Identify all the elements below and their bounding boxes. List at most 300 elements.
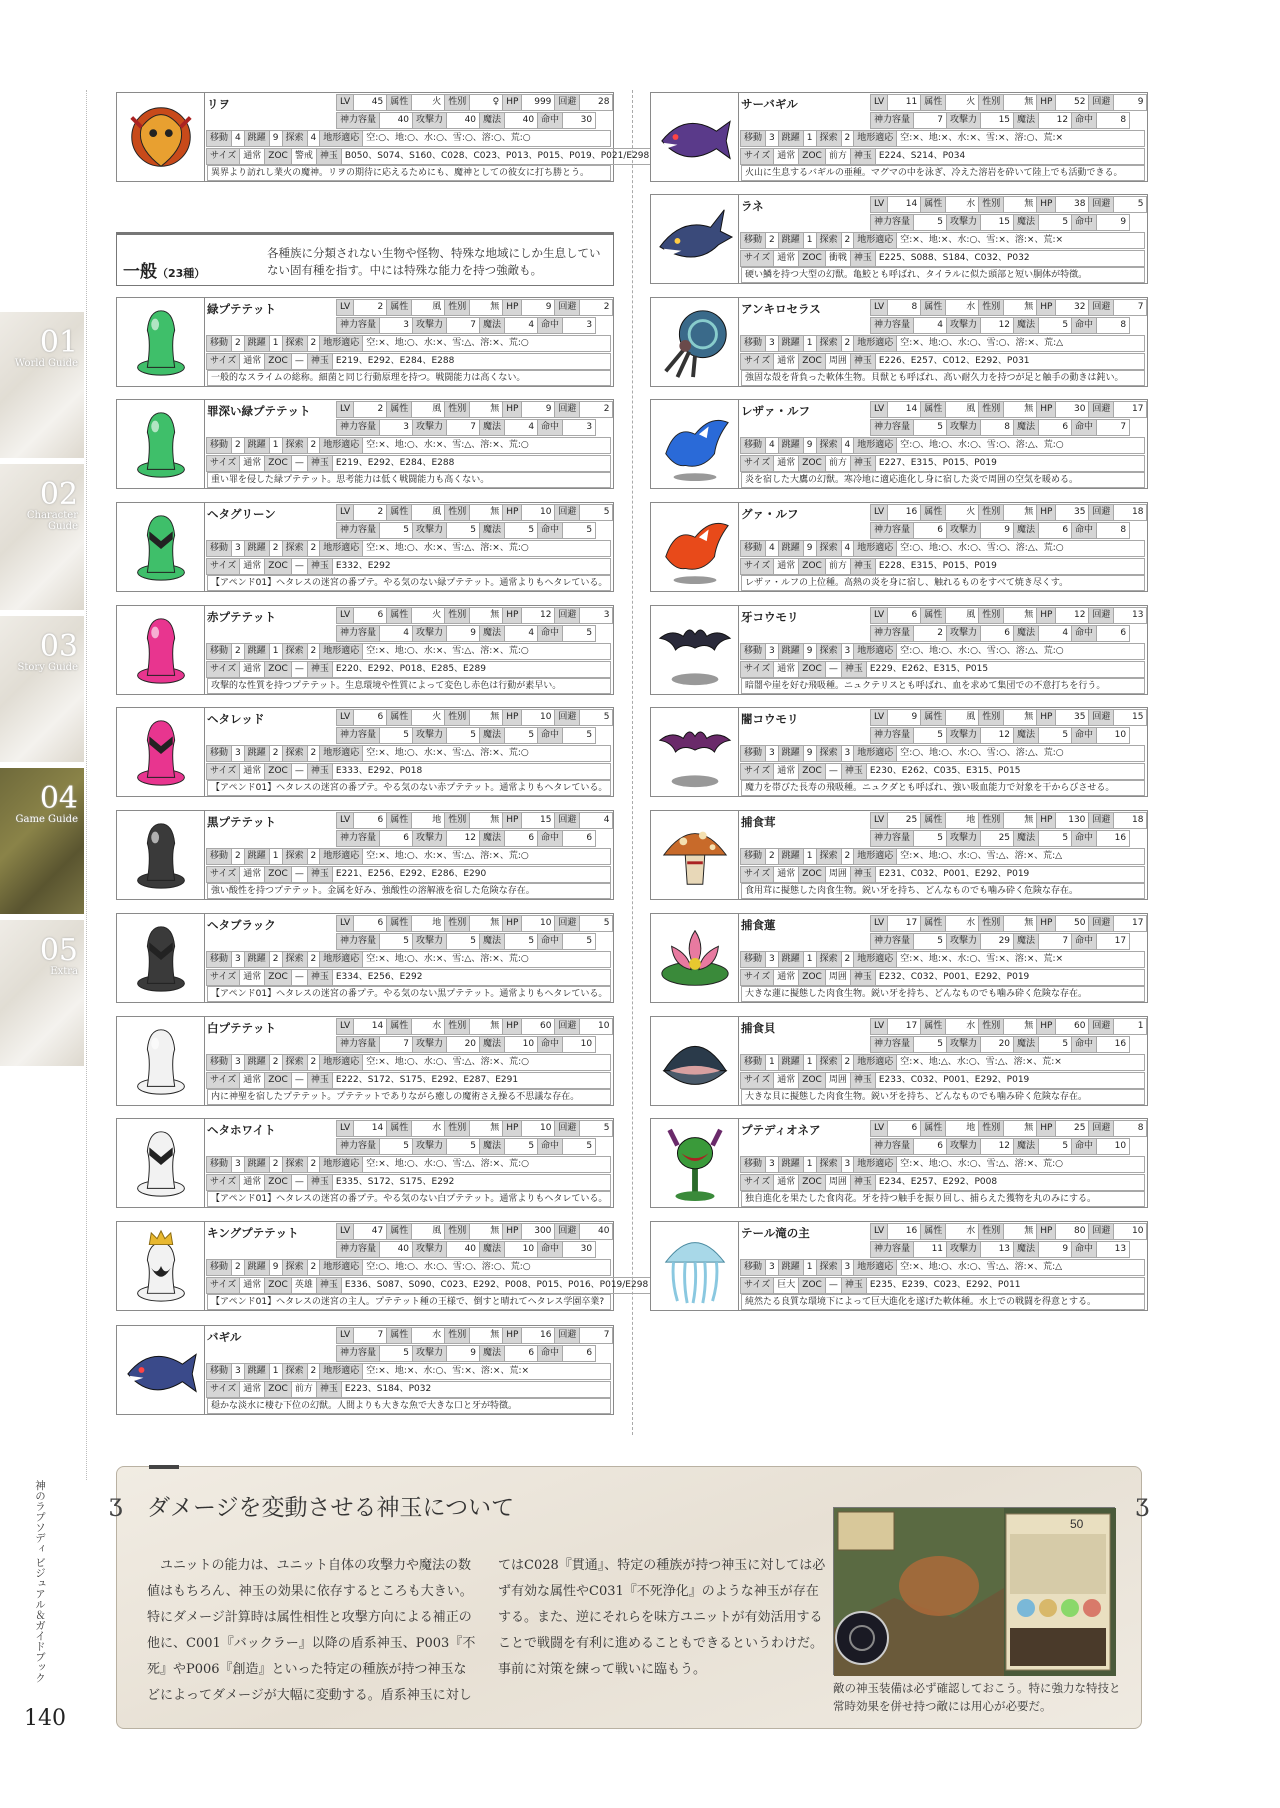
value-size: 通常 bbox=[239, 1277, 265, 1294]
monster-portrait bbox=[651, 298, 739, 386]
label-size: サイズ bbox=[206, 1072, 240, 1089]
plant-icon bbox=[656, 1124, 734, 1202]
value-move: 1 bbox=[765, 1054, 779, 1071]
monster-portrait bbox=[651, 708, 739, 796]
label-gender: 性別 bbox=[978, 1223, 1004, 1240]
monster-entry bbox=[650, 92, 1148, 182]
value-terrain: 空:×、地:○、水:○、雪:△、溶:×、荒:△ bbox=[896, 848, 1145, 865]
label-jump: 跳躍 bbox=[778, 540, 804, 557]
value-atk: 5 bbox=[446, 522, 480, 539]
value-mag: 6 bbox=[1038, 522, 1072, 539]
monster-portrait bbox=[651, 400, 739, 488]
mushroom-icon bbox=[656, 816, 734, 894]
stats-row-3 bbox=[207, 540, 611, 557]
label-gender: 性別 bbox=[978, 709, 1004, 726]
stats-row-2 bbox=[871, 419, 1145, 436]
stats-row-1 bbox=[337, 607, 611, 624]
label-hit: 命中 bbox=[1071, 625, 1097, 642]
value-zoc: — bbox=[291, 969, 308, 986]
label-atk: 攻撃力 bbox=[412, 112, 447, 129]
value-terrain: 空:○、地:○、水:○、雪:○、溶:△、荒:○ bbox=[896, 437, 1145, 454]
value-zoc: — bbox=[291, 763, 308, 780]
monster-description: 食用茸に擬態した肉食生物。鋭い牙を持ち、どんなものでも噛み砕く危険な存在。 bbox=[741, 883, 1145, 899]
label-hit: 命中 bbox=[537, 1241, 563, 1258]
label-lv: LV bbox=[336, 709, 354, 726]
stats-row-3 bbox=[741, 643, 1145, 660]
value-hit: 6 bbox=[562, 1345, 596, 1362]
value-gems: E222、S172、S175、E292、E287、E291 bbox=[332, 1072, 611, 1089]
label-hp: HP bbox=[1036, 812, 1056, 829]
label-search: 探索 bbox=[282, 1259, 308, 1276]
value-gems: E227、E315、P015、P019 bbox=[875, 455, 1145, 472]
stats-row-2 bbox=[337, 112, 611, 129]
stats-row-2 bbox=[337, 727, 611, 744]
label-mag: 魔法 bbox=[479, 1138, 505, 1155]
value-atk: 29 bbox=[980, 933, 1014, 950]
king-slime-icon bbox=[122, 1227, 200, 1305]
label-hit: 命中 bbox=[537, 625, 563, 642]
label-gender: 性別 bbox=[978, 1018, 1004, 1035]
label-atk: 攻撃力 bbox=[946, 1138, 981, 1155]
value-gems: E336、S087、S090、C023、E292、P008、P015、P016、P019/E298 bbox=[341, 1277, 652, 1294]
value-terrain: 空:×、地:○、水:×、雪:△、溶:×、荒:○ bbox=[362, 643, 611, 660]
label-hit: 命中 bbox=[537, 419, 563, 436]
chapter-tab-02[interactable] bbox=[0, 464, 84, 610]
label-gender: 性別 bbox=[444, 94, 470, 111]
value-move: 3 bbox=[231, 745, 245, 762]
stats-row-4 bbox=[207, 1381, 611, 1398]
stats-row-2 bbox=[337, 1138, 611, 1155]
value-attr: 風 bbox=[411, 299, 445, 316]
value-atk: 7 bbox=[446, 419, 480, 436]
value-search: 2 bbox=[841, 130, 855, 147]
value-search: 3 bbox=[841, 745, 855, 762]
label-atk: 攻撃力 bbox=[946, 1036, 981, 1053]
label-attr: 属性 bbox=[386, 504, 412, 521]
value-lv: 2 bbox=[353, 504, 387, 521]
label-zoc: ZOC bbox=[264, 661, 292, 678]
value-attr: 火 bbox=[411, 607, 445, 624]
tab-number: 04 bbox=[39, 781, 78, 816]
label-mag: 魔法 bbox=[479, 1241, 505, 1258]
stats-row-2 bbox=[337, 830, 611, 847]
value-lv: 47 bbox=[353, 1223, 387, 1240]
value-atk: 15 bbox=[980, 214, 1014, 231]
monster-description: 炎を宿した大鷹の幻獣。寒冷地に適応進化し身に宿した炎で周囲の空気を暖める。 bbox=[741, 472, 1145, 488]
bird-icon bbox=[656, 405, 734, 483]
value-attr: 火 bbox=[411, 94, 445, 111]
fish-icon bbox=[122, 1331, 200, 1409]
label-terrain: 地形適応 bbox=[853, 130, 897, 147]
chapter-tab-05[interactable] bbox=[0, 920, 84, 1066]
label-hit: 命中 bbox=[1071, 830, 1097, 847]
value-hp: 25 bbox=[1055, 1120, 1089, 1137]
label-zoc: ZOC bbox=[798, 1072, 826, 1089]
label-hit: 命中 bbox=[537, 1138, 563, 1155]
label-jump: 跳躍 bbox=[778, 643, 804, 660]
label-gems: 神玉 bbox=[307, 353, 333, 370]
label-jump: 跳躍 bbox=[244, 130, 270, 147]
value-size: 通常 bbox=[773, 866, 799, 883]
value-lv: 7 bbox=[353, 1327, 387, 1344]
label-cap: 神力容量 bbox=[336, 112, 380, 129]
shark-icon bbox=[656, 200, 734, 278]
label-jump: 跳躍 bbox=[244, 1259, 270, 1276]
label-size: サイズ bbox=[740, 866, 774, 883]
value-mag: 10 bbox=[504, 1036, 538, 1053]
label-gems: 神玉 bbox=[841, 661, 867, 678]
monster-description: 【アペンド01】ヘタレスの迷宮の主人。プテテット種の王様で、倒すと晴れてヘタレス学園卒業? bbox=[207, 1294, 611, 1310]
label-cap: 神力容量 bbox=[870, 625, 914, 642]
label-size: サイズ bbox=[206, 763, 240, 780]
value-cap: 5 bbox=[913, 727, 947, 744]
value-cap: 40 bbox=[379, 112, 413, 129]
label-gender: 性別 bbox=[978, 401, 1004, 418]
label-atk: 攻撃力 bbox=[412, 1138, 447, 1155]
value-mag: 5 bbox=[1038, 1138, 1072, 1155]
value-move: 2 bbox=[231, 335, 245, 352]
value-hit: 30 bbox=[562, 1241, 596, 1258]
monster-portrait bbox=[117, 400, 205, 488]
stats-row-3 bbox=[207, 1363, 611, 1380]
stats-row-1 bbox=[337, 915, 611, 932]
value-jump: 1 bbox=[269, 848, 283, 865]
label-evade: 回避 bbox=[1088, 915, 1114, 932]
stats-row-4 bbox=[741, 148, 1145, 165]
value-gender: 無 bbox=[1003, 607, 1037, 624]
label-gender: 性別 bbox=[978, 915, 1004, 932]
value-attr: 風 bbox=[945, 607, 979, 624]
value-jump: 9 bbox=[269, 130, 283, 147]
ornament-left-icon: ʒ bbox=[109, 1489, 123, 1517]
value-evade: 2 bbox=[579, 401, 613, 418]
label-jump: 跳躍 bbox=[778, 1156, 804, 1173]
screenshot-caption: 敵の神玉装備は必ず確認しておこう。特に強力な特技と常時効果を併せ持つ敵には用心が必要だ。 bbox=[833, 1681, 1121, 1713]
label-gender: 性別 bbox=[978, 607, 1004, 624]
monster-portrait bbox=[651, 811, 739, 899]
value-search: 2 bbox=[841, 951, 855, 968]
value-mag: 5 bbox=[504, 1138, 538, 1155]
value-terrain: 空:×、地:○、水:×、雪:△、溶:×、荒:○ bbox=[362, 437, 611, 454]
label-zoc: ZOC bbox=[264, 1381, 292, 1398]
value-zoc: — bbox=[825, 763, 842, 780]
value-lv: 16 bbox=[887, 1223, 921, 1240]
label-atk: 攻撃力 bbox=[412, 1241, 447, 1258]
value-hp: 10 bbox=[521, 709, 555, 726]
value-hp: 9 bbox=[521, 299, 555, 316]
label-move: 移動 bbox=[740, 130, 766, 147]
label-atk: 攻撃力 bbox=[946, 1241, 981, 1258]
label-evade: 回避 bbox=[1088, 299, 1114, 316]
label-hit: 命中 bbox=[537, 1036, 563, 1053]
value-mag: 40 bbox=[504, 112, 538, 129]
value-zoc: — bbox=[291, 455, 308, 472]
value-jump: 1 bbox=[269, 335, 283, 352]
label-hit: 命中 bbox=[1071, 1138, 1097, 1155]
value-evade: 5 bbox=[579, 504, 613, 521]
value-jump: 2 bbox=[269, 951, 283, 968]
value-zoc: 前方 bbox=[825, 558, 851, 575]
monster-entry bbox=[116, 605, 614, 695]
stats-row-2 bbox=[337, 1241, 611, 1258]
label-size: サイズ bbox=[206, 1174, 240, 1191]
label-gems: 神玉 bbox=[850, 558, 876, 575]
label-jump: 跳躍 bbox=[778, 335, 804, 352]
value-cap: 5 bbox=[913, 419, 947, 436]
label-lv: LV bbox=[870, 812, 888, 829]
label-evade: 回避 bbox=[1088, 94, 1114, 111]
stats-row-1 bbox=[871, 299, 1145, 316]
value-cap: 5 bbox=[379, 933, 413, 950]
monster-description: 【アペンド01】ヘタレスの迷宮の番プテ。やる気のない赤プテテット。通常よりもヘタレている。 bbox=[207, 780, 611, 796]
label-size: サイズ bbox=[740, 763, 774, 780]
slime-icon bbox=[122, 816, 200, 894]
label-move: 移動 bbox=[206, 130, 232, 147]
fish-icon bbox=[656, 98, 734, 176]
label-gender: 性別 bbox=[978, 196, 1004, 213]
value-evade: 8 bbox=[1113, 1120, 1147, 1137]
label-move: 移動 bbox=[206, 1156, 232, 1173]
label-zoc: ZOC bbox=[264, 866, 292, 883]
monster-name: グァ・ルフ bbox=[741, 507, 799, 521]
stats-row-1 bbox=[871, 607, 1145, 624]
value-attr: 水 bbox=[945, 299, 979, 316]
value-cap: 5 bbox=[913, 933, 947, 950]
value-attr: 水 bbox=[945, 1223, 979, 1240]
label-cap: 神力容量 bbox=[870, 317, 914, 334]
value-gems: B050、S074、S160、C028、C023、P013、P015、P019、P021/E298 bbox=[341, 148, 653, 165]
monster-entry bbox=[650, 194, 1148, 284]
value-gems: E333、E292、P018 bbox=[332, 763, 611, 780]
label-mag: 魔法 bbox=[1013, 933, 1039, 950]
value-move: 2 bbox=[765, 232, 779, 249]
value-mag: 9 bbox=[1038, 1241, 1072, 1258]
value-hp: 15 bbox=[521, 812, 555, 829]
value-jump: 2 bbox=[269, 540, 283, 557]
stats-row-4 bbox=[741, 661, 1145, 678]
label-move: 移動 bbox=[740, 335, 766, 352]
label-gender: 性別 bbox=[444, 299, 470, 316]
label-lv: LV bbox=[336, 504, 354, 521]
label-gems: 神玉 bbox=[307, 1174, 333, 1191]
label-lv: LV bbox=[870, 196, 888, 213]
stats-row-4 bbox=[207, 1277, 649, 1294]
value-hp: 16 bbox=[521, 1327, 555, 1344]
label-terrain: 地形適応 bbox=[319, 1363, 363, 1380]
chapter-tab-03[interactable] bbox=[0, 616, 84, 762]
value-hp: 35 bbox=[1055, 504, 1089, 521]
value-search: 2 bbox=[307, 540, 321, 557]
label-mag: 魔法 bbox=[1013, 214, 1039, 231]
monster-entry bbox=[116, 1325, 614, 1415]
label-terrain: 地形適応 bbox=[319, 1156, 363, 1173]
value-hit: 8 bbox=[1096, 112, 1130, 129]
value-cap: 5 bbox=[913, 214, 947, 231]
label-jump: 跳躍 bbox=[778, 848, 804, 865]
value-hit: 16 bbox=[1096, 830, 1130, 847]
value-gender: 無 bbox=[1003, 1223, 1037, 1240]
value-hp: 10 bbox=[521, 1120, 555, 1137]
monster-entry bbox=[116, 1118, 614, 1208]
value-lv: 6 bbox=[353, 709, 387, 726]
label-evade: 回避 bbox=[1088, 709, 1114, 726]
label-cap: 神力容量 bbox=[336, 522, 380, 539]
label-jump: 跳躍 bbox=[778, 1259, 804, 1276]
value-move: 3 bbox=[765, 745, 779, 762]
label-hp: HP bbox=[1036, 299, 1056, 316]
value-mag: 5 bbox=[1038, 1036, 1072, 1053]
label-evade: 回避 bbox=[1088, 1018, 1114, 1035]
value-atk: 5 bbox=[446, 1138, 480, 1155]
value-size: 通常 bbox=[773, 1072, 799, 1089]
value-move: 2 bbox=[231, 1259, 245, 1276]
monster-description: 純然たる良質な環境下によって巨大進化を遂げた軟体種。水上での戦闘を得意とする。 bbox=[741, 1294, 1145, 1310]
value-lv: 14 bbox=[887, 196, 921, 213]
clam-icon bbox=[656, 1022, 734, 1100]
label-gender: 性別 bbox=[978, 94, 1004, 111]
label-zoc: ZOC bbox=[798, 1277, 826, 1294]
label-cap: 神力容量 bbox=[336, 830, 380, 847]
value-cap: 4 bbox=[913, 317, 947, 334]
label-terrain: 地形適応 bbox=[319, 643, 363, 660]
value-attr: 風 bbox=[411, 504, 445, 521]
monster-entry bbox=[116, 297, 614, 387]
value-evade: 9 bbox=[1113, 94, 1147, 111]
label-hp: HP bbox=[502, 1018, 522, 1035]
value-terrain: 空:×、地:×、水:○、雪:×、溶:×、荒:× bbox=[896, 232, 1145, 249]
lotus-icon bbox=[656, 919, 734, 997]
value-evade: 7 bbox=[1113, 299, 1147, 316]
label-size: サイズ bbox=[206, 969, 240, 986]
stats-row-4 bbox=[207, 353, 611, 370]
value-move: 3 bbox=[231, 540, 245, 557]
label-gender: 性別 bbox=[444, 401, 470, 418]
value-hp: 50 bbox=[1055, 915, 1089, 932]
value-evade: 40 bbox=[579, 1223, 613, 1240]
label-search: 探索 bbox=[816, 1054, 842, 1071]
value-size: 通常 bbox=[773, 353, 799, 370]
label-terrain: 地形適応 bbox=[853, 1156, 897, 1173]
value-attr: 地 bbox=[411, 812, 445, 829]
label-gems: 神玉 bbox=[850, 250, 876, 267]
label-hit: 命中 bbox=[537, 1345, 563, 1362]
value-gender: 無 bbox=[469, 504, 503, 521]
monster-portrait bbox=[117, 708, 205, 796]
label-search: 探索 bbox=[282, 437, 308, 454]
value-mag: 4 bbox=[504, 625, 538, 642]
label-attr: 属性 bbox=[920, 196, 946, 213]
value-size: 通常 bbox=[773, 250, 799, 267]
page-number: 140 bbox=[24, 1706, 66, 1731]
tab-label: Story Guide bbox=[17, 662, 78, 673]
value-hit: 5 bbox=[562, 727, 596, 744]
monster-entry bbox=[650, 502, 1148, 592]
monster-name: ラネ bbox=[741, 199, 764, 213]
label-evade: 回避 bbox=[554, 607, 580, 624]
stats-row-1 bbox=[337, 504, 611, 521]
chapter-tab-04[interactable] bbox=[0, 768, 84, 914]
value-zoc: 前方 bbox=[825, 455, 851, 472]
value-mag: 10 bbox=[504, 1241, 538, 1258]
value-attr: 水 bbox=[945, 196, 979, 213]
label-lv: LV bbox=[336, 915, 354, 932]
value-move: 2 bbox=[231, 848, 245, 865]
label-evade: 回避 bbox=[1088, 1120, 1114, 1137]
label-move: 移動 bbox=[206, 951, 232, 968]
value-size: 通常 bbox=[239, 661, 265, 678]
value-lv: 8 bbox=[887, 299, 921, 316]
value-evade: 17 bbox=[1113, 401, 1147, 418]
value-cap: 5 bbox=[913, 1036, 947, 1053]
label-size: サイズ bbox=[206, 148, 240, 165]
value-gems: E234、E257、E292、P008 bbox=[875, 1174, 1145, 1191]
label-move: 移動 bbox=[740, 540, 766, 557]
monster-portrait bbox=[117, 503, 205, 591]
label-search: 探索 bbox=[816, 1156, 842, 1173]
stats-row-3 bbox=[207, 437, 611, 454]
label-lv: LV bbox=[336, 94, 354, 111]
value-gender: 無 bbox=[1003, 504, 1037, 521]
value-gems: E334、E256、E292 bbox=[332, 969, 611, 986]
label-zoc: ZOC bbox=[798, 866, 826, 883]
label-gender: 性別 bbox=[978, 299, 1004, 316]
label-attr: 属性 bbox=[386, 401, 412, 418]
stats-row-1 bbox=[871, 812, 1145, 829]
label-jump: 跳躍 bbox=[244, 1054, 270, 1071]
value-size: 巨大 bbox=[773, 1277, 799, 1294]
value-cap: 4 bbox=[379, 625, 413, 642]
value-gender: 無 bbox=[469, 401, 503, 418]
label-gems: 神玉 bbox=[307, 558, 333, 575]
label-jump: 跳躍 bbox=[778, 437, 804, 454]
chapter-tab-01[interactable] bbox=[0, 312, 84, 458]
label-search: 探索 bbox=[816, 130, 842, 147]
stats-row-1 bbox=[337, 1327, 611, 1344]
label-mag: 魔法 bbox=[479, 317, 505, 334]
label-search: 探索 bbox=[816, 951, 842, 968]
label-mag: 魔法 bbox=[479, 1345, 505, 1362]
monster-description: 一般的なスライムの総称。細菌と同じ行動原理を持つ。戦闘能力は高くない。 bbox=[207, 370, 611, 386]
stats-row-4 bbox=[741, 1174, 1145, 1191]
value-lv: 14 bbox=[887, 401, 921, 418]
value-hit: 5 bbox=[562, 625, 596, 642]
label-search: 探索 bbox=[282, 1156, 308, 1173]
label-terrain: 地形適応 bbox=[853, 951, 897, 968]
label-size: サイズ bbox=[740, 558, 774, 575]
monster-description: 穏かな淡水に棲む下位の幻獣。人間よりも大きな魚で大きな口と牙が特徴。 bbox=[207, 1398, 611, 1414]
label-attr: 属性 bbox=[920, 401, 946, 418]
label-cap: 神力容量 bbox=[870, 1241, 914, 1258]
label-move: 移動 bbox=[740, 232, 766, 249]
value-size: 通常 bbox=[239, 353, 265, 370]
value-lv: 45 bbox=[353, 94, 387, 111]
monster-description: 暗闇や崖を好む飛吸種。ニュクテリスとも呼ばれ、血を求めて集団での不意打ちを行う。 bbox=[741, 678, 1145, 694]
label-zoc: ZOC bbox=[798, 763, 826, 780]
stats-row-4 bbox=[741, 558, 1145, 575]
monster-entry bbox=[116, 810, 614, 900]
label-jump: 跳躍 bbox=[244, 540, 270, 557]
label-gems: 神玉 bbox=[307, 763, 333, 780]
label-hp: HP bbox=[502, 504, 522, 521]
label-size: サイズ bbox=[740, 455, 774, 472]
label-hp: HP bbox=[1036, 1120, 1056, 1137]
label-atk: 攻撃力 bbox=[412, 317, 447, 334]
value-search: 3 bbox=[841, 643, 855, 660]
label-lv: LV bbox=[870, 709, 888, 726]
label-hit: 命中 bbox=[537, 317, 563, 334]
label-move: 移動 bbox=[206, 643, 232, 660]
monster-description: 重い罪を侵した緑プテテット。思考能力は低く戦闘能力も高くない。 bbox=[207, 472, 611, 488]
